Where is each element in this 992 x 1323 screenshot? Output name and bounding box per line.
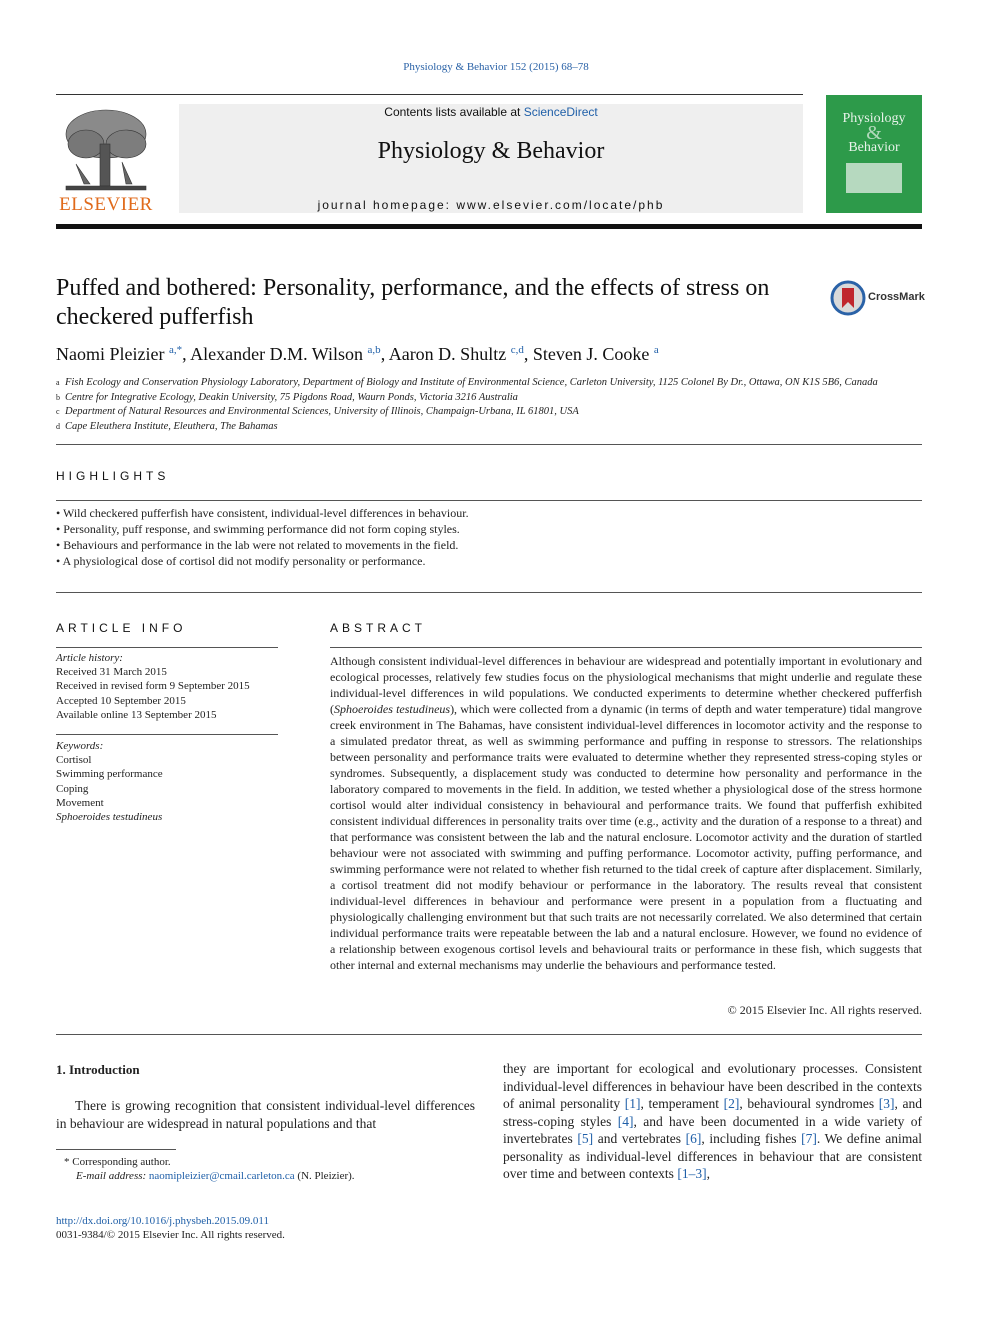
- citation-link[interactable]: [1]: [624, 1096, 641, 1111]
- highlight-item: • Personality, puff response, and swimming performance did not form coping styles.: [56, 522, 460, 536]
- intro-text: they are important for ecological and evolutionary processes. Consistent individual-level differences in behaviour have been described in the contexts of animal personality: [503, 1061, 922, 1111]
- citation-link[interactable]: [3]: [878, 1096, 895, 1111]
- intro-text: and vertebrates: [593, 1131, 686, 1146]
- elsevier-wordmark: ELSEVIER: [59, 194, 153, 215]
- intro-paragraph-continued: [503, 1060, 922, 1183]
- citation-link[interactable]: [7]: [801, 1131, 817, 1146]
- cover-title-line1: Physiology: [842, 111, 906, 126]
- author-affiliation-marker[interactable]: a,b: [367, 344, 381, 356]
- keyword-item: Swimming performance: [56, 768, 163, 781]
- footnote: [56, 1155, 475, 1183]
- affiliation-item: [56, 376, 936, 391]
- journal-cover-thumbnail[interactable]: [826, 95, 922, 213]
- abstract-text: Although consistent individual-level differences in behaviour are widespread and potentially important in evolutionary and ecological processes, relatively few studies focus on the physiological mechanisms that might underlie and regulate these individual-level differences in wild populations. We conducted experiments to determine whether checkered pufferfish (: [330, 654, 922, 716]
- author-list: Naomi Pleizier $^{a,*}$, Alexander D.M. Wilson $^{a,b}$, Aaron D. Shultz $^{c,d}$, Steven J. Cooke $^a$: [56, 344, 659, 364]
- doi-block: [56, 1214, 285, 1242]
- affiliation-text: Department of Natural Resources and Environmental Sciences, University of Illinois, Champaign-Urbana, IL 61801, USA: [65, 406, 579, 417]
- citation-link[interactable]: [1–3]: [677, 1166, 707, 1181]
- affiliation-key: a: [56, 378, 60, 387]
- header-thick-rule: [56, 224, 922, 229]
- highlights-list: [56, 505, 922, 569]
- elsevier-logo[interactable]: [56, 104, 156, 216]
- cover-image-block: [846, 163, 902, 193]
- citation-link[interactable]: [2]: [723, 1096, 740, 1111]
- intro-text: , and stress-coping styles: [503, 1096, 923, 1129]
- keywords-rule: [56, 734, 278, 735]
- abstract-text: ), which were collected from a dynamic (in terms of depth and water temperature) tidal mangrove creek environment in The Bahamas, have consistent individual-level differences in locomotor activity and the response to a simulated predator threat, as well as swimming performance and puffing in response to stressors. The relationships between personality and performance traits were evaluated to determine whether they represented stress-coping styles or syndromes. Subsequently, a displacement study was conducted to determine how personality and performance in the laboratory compared to movements in the field. In addition, we tested whether a physiological dose of the stress hormone cortisol would alter individual consistency in behavioural and performance traits. We found that pufferfish exhibited consistent individual differences in personality traits over time (e.g., activity and the duration of a response to a threat) and that performance was consistent between the lab and the natural enclosure. Locomotor activity and the duration of startled behaviour were not associated with swimming and puffing performance. Locomotor activity, puffing performance, and swimming performance were not related to whether fish returned to the tidal creek of capture after displacement. Similarly, a cortisol treatment did not modify behaviour or performance in the laboratory. The results reveal that consistent individual-level differences in behaviour and performance were present in a population from a fluctuating and physiologically challenging environment but that such traits are not necessarily correlated. We also determined that certain individual performance traits were repeatable between the lab and a natural enclosure. However, we found no evidence of a relationship between exogenous cortisol levels and behavioural traits or performance in these fish, which suggests that other internal and external mechanisms may underlie the behaviours and performance tested.: [330, 702, 922, 972]
- cover-title-line2: &: [866, 122, 882, 144]
- history-item: Accepted 10 September 2015: [56, 694, 186, 707]
- keywords-label: Keywords:: [56, 740, 104, 752]
- history-item: Received in revised form 9 September 2015: [56, 680, 250, 693]
- crossmark-icon: [830, 280, 866, 316]
- citation-link[interactable]: [6]: [685, 1131, 702, 1146]
- abstract-species: Sphoeroides testudineus: [334, 702, 451, 716]
- highlight-text: Personality, puff response, and swimming performance did not form coping styles.: [63, 522, 460, 536]
- affiliations-rule: [56, 444, 922, 445]
- email-line: [56, 1169, 475, 1183]
- history-label: Article history:: [56, 652, 123, 664]
- citation-link[interactable]: [5]: [577, 1131, 594, 1146]
- cover-title: [826, 111, 922, 155]
- crossmark-label[interactable]: CrossMark: [868, 291, 925, 303]
- affiliation-text: Fish Ecology and Conservation Physiology Laboratory, Department of Biology and Institute of Environmental Science, Carleton University, 1125 Colonel By Dr., Ottawa, ON K1S 5B6, Canada: [65, 377, 878, 388]
- abstract-copyright: © 2015 Elsevier Inc. All rights reserved.: [727, 1003, 922, 1017]
- author-affiliation-marker[interactable]: a,*: [168, 344, 183, 356]
- affiliation-text: Centre for Integrative Ecology, Deakin University, 75 Pigdons Road, Waurn Ponds, Victoria 3216 Australia: [65, 391, 518, 403]
- abstract-heading: ABSTRACT: [330, 621, 427, 635]
- journal-reference[interactable]: Physiology & Behavior 152 (2015) 68–78: [403, 61, 589, 73]
- author-name[interactable]: Alexander D.M. Wilson: [190, 344, 364, 364]
- intro-text: , behavioural syndromes: [739, 1096, 879, 1111]
- author-name[interactable]: Aaron D. Shultz: [388, 344, 507, 364]
- affiliation-key: c: [56, 407, 60, 416]
- issn-line: 0031-9384/© 2015 Elsevier Inc. All rights reserved.: [56, 1229, 285, 1241]
- sciencedirect-link[interactable]: ScienceDirect: [523, 105, 598, 119]
- abstract-rule: [330, 647, 922, 648]
- intro-text: . We define animal personality as individual-level differences in behaviour that are consistent over time and between contexts: [503, 1131, 922, 1181]
- journal-homepage[interactable]: journal homepage: www.elsevier.com/locate/phb: [317, 198, 665, 212]
- intro-text: ,: [706, 1166, 710, 1181]
- doi-link[interactable]: http://dx.doi.org/10.1016/j.physbeh.2015.09.011: [56, 1215, 269, 1227]
- affiliation-item: [56, 420, 936, 435]
- highlight-text: Behaviours and performance in the lab were not related to movements in the field.: [63, 538, 459, 552]
- highlight-item: • Wild checkered pufferfish have consistent, individual-level differences in behaviour.: [56, 506, 469, 520]
- affiliation-key: d: [56, 421, 60, 431]
- keywords: [56, 739, 278, 824]
- history-item: Available online 13 September 2015: [56, 708, 217, 721]
- intro-text: , including fishes: [701, 1131, 802, 1146]
- citation-link[interactable]: [4]: [617, 1113, 634, 1129]
- intro-paragraph: There is growing recognition that consistent individual-level differences in behaviour are widespread in natural populations and that: [56, 1098, 475, 1131]
- footnote-rule: [56, 1149, 176, 1150]
- email-suffix: (N. Pleizier).: [294, 1170, 355, 1182]
- highlight-item: • A physiological dose of cortisol did not modify personality or performance.: [56, 554, 426, 568]
- author-affiliation-marker[interactable]: c,d: [510, 344, 524, 356]
- article-info-rule: [56, 647, 278, 648]
- highlights-heading: HIGHLIGHTS: [56, 469, 170, 483]
- article-history: [56, 651, 278, 722]
- highlight-text: Wild checkered pufferfish have consistent, individual-level differences in behaviour.: [62, 506, 469, 520]
- journal-title: Physiology & Behavior: [377, 138, 605, 164]
- article-title: Puffed and bothered: Personality, performance, and the effects of stress on checkered pufferfish: [56, 275, 770, 330]
- author-name[interactable]: Steven J. Cooke: [532, 344, 650, 364]
- email-label: E-mail address:: [76, 1170, 149, 1182]
- corresponding-author-note: * Corresponding author.: [64, 1156, 171, 1168]
- header-top-rule: [56, 94, 803, 95]
- cover-title-line3: Behavior: [848, 140, 900, 155]
- highlights-top-rule: [56, 500, 922, 501]
- keyword-item: Coping: [56, 782, 89, 795]
- affiliation-list: [56, 376, 936, 434]
- section-heading-introduction: 1. Introduction: [56, 1062, 140, 1077]
- author-name[interactable]: Naomi Pleizier: [56, 344, 165, 364]
- keyword-item: Cortisol: [56, 754, 92, 767]
- keyword-item: Sphoeroides testudineus: [56, 811, 163, 824]
- contents-line: [179, 105, 803, 119]
- highlight-item: • Behaviours and performance in the lab were not related to movements in the field.: [56, 538, 459, 552]
- history-item: Received 31 March 2015: [56, 666, 167, 679]
- article-info-heading: ARTICLE INFO: [56, 621, 187, 635]
- abstract-bottom-rule: [56, 1034, 922, 1035]
- affiliation-text: Cape Eleuthera Institute, Eleuthera, The Bahamas: [65, 420, 278, 432]
- affiliation-key: b: [56, 392, 60, 402]
- highlights-bottom-rule: [56, 592, 922, 593]
- contents-prefix: Contents lists available at: [384, 105, 524, 119]
- intro-text: , temperament: [640, 1096, 724, 1111]
- author-affiliation-marker[interactable]: a: [653, 344, 659, 356]
- abstract-body: [330, 653, 922, 973]
- email-link[interactable]: naomipleizier@cmail.carleton.ca: [148, 1170, 295, 1182]
- intro-text: , and have been documented in a wide variety of invertebrates: [503, 1113, 922, 1146]
- affiliation-item: [56, 405, 936, 420]
- keyword-item: Movement: [56, 796, 104, 809]
- highlight-text: A physiological dose of cortisol did not modify personality or performance.: [62, 554, 426, 568]
- affiliation-item: [56, 391, 936, 406]
